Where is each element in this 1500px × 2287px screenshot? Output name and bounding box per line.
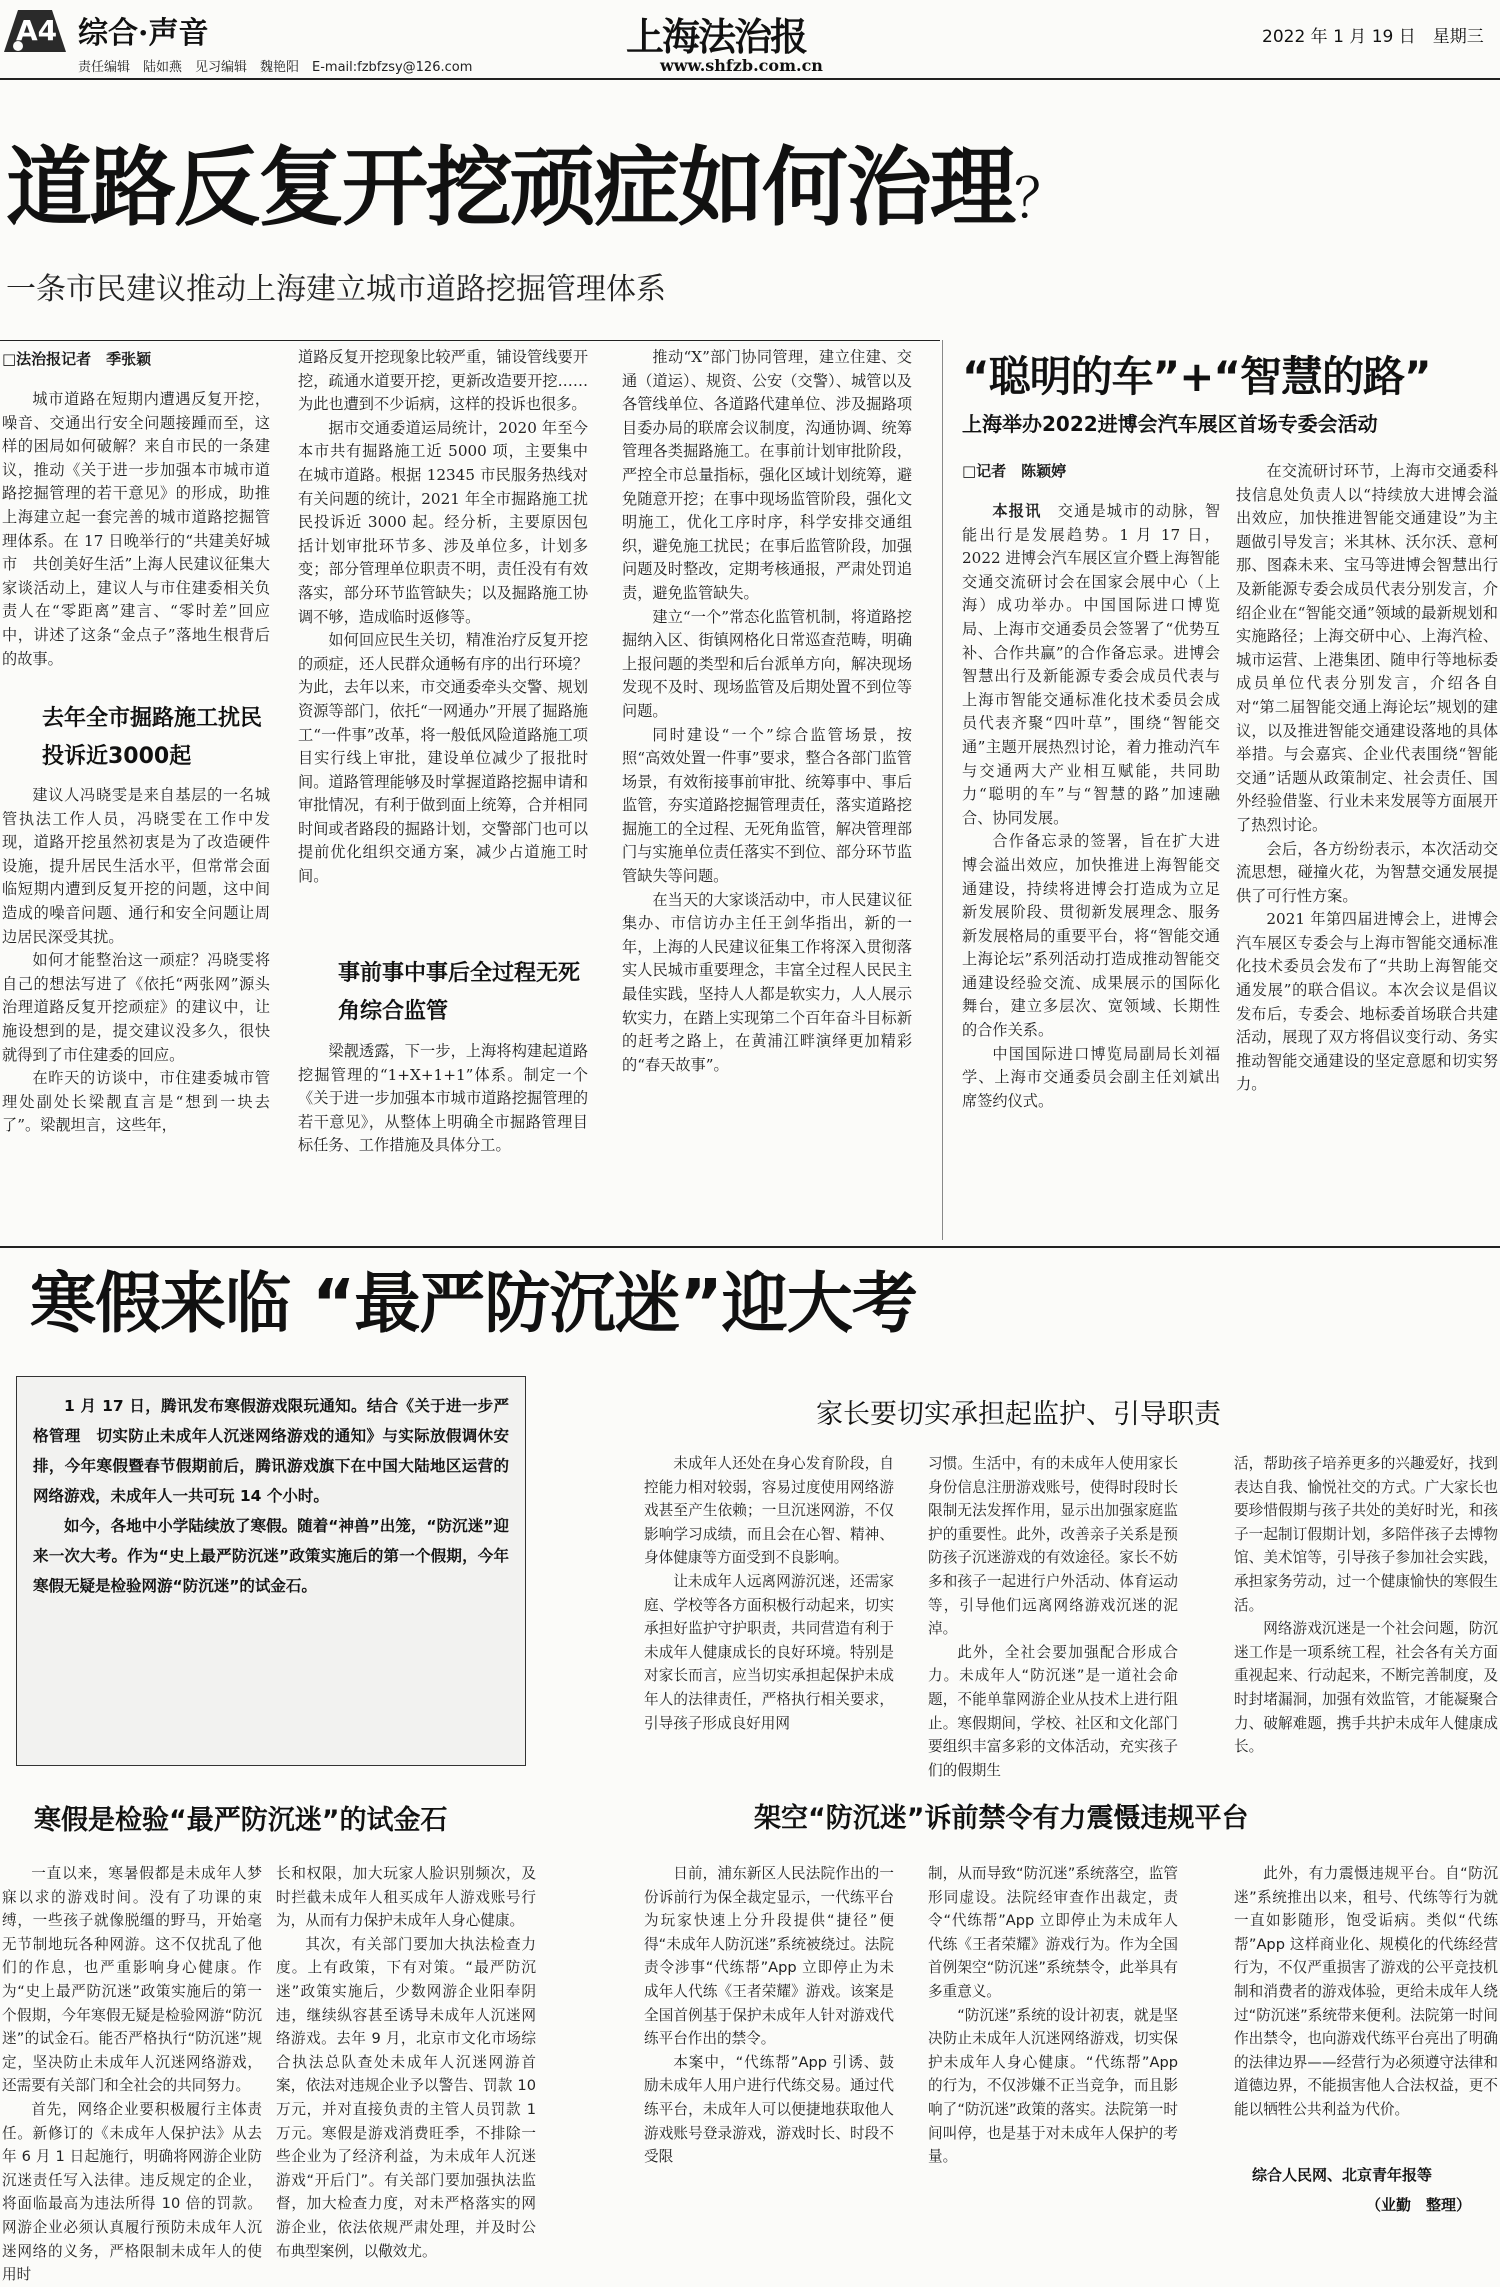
article2-col1	[962, 500, 1220, 1240]
article1-headline	[6, 118, 1068, 242]
article3-s1-col2-p2: 其次，有关部门要加大执法检查力度。上有政策，下有对策。“最严防沉迷”政策实施后，少数网游企业阳奉阴违，继续纵容甚至诱导未成年人沉迷网络游戏。去年 9 月，北京市文化市场综合执法总队查处未成年人沉迷网游首案，依法对违规企业予以警告、罚款 10 万元，并对直接负责的主管人员罚款 1 万元。寒假是游戏消费旺季，不排除一些企业为了经济利益，为未成年人沉迷游戏“开后门”。有关部门要加强执法监督，加大检查力度，对未严格落实的网游企业，依法依规严肃处理，并及时公布典型案例，以儆效尤。	[276, 1935, 536, 2260]
article3-s3-col2	[928, 1862, 1178, 2227]
article1-col1	[2, 388, 270, 728]
article3-s2-col2	[928, 1452, 1178, 1784]
article1-col2-p1: 道路反复开挖现象比较严重，铺设管线要开挖，疏通水道要开挖，更新改造要开挖……为此也遭到不少诟病，这样的投诉也很多。	[298, 348, 588, 414]
article3-lead-box	[16, 1376, 526, 1766]
paper-name: 上海法治报	[626, 14, 807, 59]
article2-col1-text: 交通是城市的动脉，智能出行是发展趋势。1 月 17 日，2022 进博会汽车展区宣介暨上海智能交通交流研讨会在国家会展中心（上海）成功举办。中国国际进口博览局、上海市交通委员会签署了“优势互补、合作共赢”的合作备忘录。进博会智慧出行及新能源专委会成员代表与上海市智能交通标准化技术委员会成员代表齐聚“四叶草”，围绕“智能交通”主题开展热烈讨论，着力推动汽车与交通两大产业相互赋能，共同助力“聪明的车”与“智慧的路”加速融合、协同发展。	[962, 502, 1221, 827]
article2-col1-p1	[962, 500, 1220, 830]
article3-subtitle1: 寒假是检验“最严防沉迷”的试金石	[34, 1805, 448, 1836]
article1-col3-p2: 建立“一个”常态化监管机制，将道路挖掘纳入区、街镇网格化日常巡查范畴，明确上报问题的类型和后台派单方向，解决现场发现不及时、现场监管及后期处置不到位等问题。	[622, 607, 912, 720]
article1-col3-p3: 同时建设“一个”综合监管场景，按照“高效处置一件事”要求，整合各部门监管场景，有效衔接事前审批、统筹事中、事后监管，夯实道路挖掘管理责任，落实道路挖掘施工的全过程、无死角监管，解决管理部门与实施单位责任落实不到位、部分环节监管缺失等问题。	[622, 725, 912, 886]
article1-col1-p1: 城市道路在短期内遭遇反复开挖，噪音、交通出行安全问题接踵而至，这样的困局如何破解？来自市民的一条建议，推动《关于进一步加强本市城市道路挖掘管理的若干意见》的形成，助推上海建立起一套完善的城市道路挖掘管理体系。在 17 日晚举行的“共建美好城市 共创美好生活”上海人民建议征集大家谈活动上，建议人与市住建委相关负责人在“零距离”建言、“零时差”回应中，讲述了这条“金点子”落地生根背后的故事。	[2, 390, 270, 668]
article2-col2-p1: 在交流研讨环节，上海市交通委科技信息处负责人以“持续放大进博会溢出效应，加快推进智能交通建设”为主题做引导发言；米其林、沃尔沃、意柯那、图森未来、宝马等进博会智慧出行及新能源专委会成员代表分别发言，介绍企业在“智能交通”领域的最新规划和实施路径；上海交研中心、上海汽检、城市运营、上港集团、随申行等地标委成员单位代表分别发言，介绍各自对“第二届智能交通上海论坛”规划的建议，以及推进智能交通建设落地的具体举措。与会嘉宾、企业代表围绕“智能交通”话题从政策制定、社会责任、国外经验借鉴、行业未来发展等方面展开了热烈讨论。	[1236, 462, 1498, 834]
article3-subtitle3: 架空“防沉迷”诉前禁令有力震慑违规平台	[754, 1803, 1249, 1834]
article2-divider	[942, 340, 943, 1240]
article1-subhead: 一条市民建议推动上海建立城市道路挖掘管理体系	[6, 272, 666, 307]
article1-col2-cont	[298, 1040, 588, 1236]
article1-subtitle2: 事前事中事后全过程无死角综合监管	[338, 961, 581, 1024]
article3-s3-col2-p1: 制，从而导致“防沉迷”系统落空，监管形同虚设。法院经审查作出裁定，责令“代练帮”App 立即停止为未成年人代练《王者荣耀》游戏行为。作为全国首例架空“防沉迷”系统禁令，此举具有多重意义。	[928, 1865, 1178, 2000]
article3-s2-col2-p2: 此外，全社会要加强配合形成合力。未成年人“防沉迷”是一道社会命题，不能单靠网游企业从技术上进行阻止。寒假期间，学校、社区和文化部门要组织丰富多彩的文体活动，充实孩子们的假期生	[928, 1643, 1178, 1779]
article3-subtitle2: 家长要切实承担起监护、引导职责	[816, 1399, 1221, 1430]
page-badge	[0, 6, 72, 54]
article3-editor-note: （业勤 整理）	[1366, 2196, 1472, 2214]
article3-lead-p1: 1 月 17 日，腾讯发布寒假游戏限玩通知。结合《关于进一步严格管理 切实防止未成年人沉迷网络游戏的通知》与实际放假调休安排，今年寒假暨春节假期前后，腾讯游戏旗下在中国大陆地区运营的网络游戏，未成年人一共可玩 14 个小时。	[33, 1397, 509, 1505]
masthead-rule	[0, 78, 1500, 80]
issue-date: 2022 年 1 月 19 日 星期三	[1262, 27, 1484, 47]
article1-col2	[298, 346, 588, 944]
article2-byline: □记者 陈颖婷	[962, 462, 1067, 480]
article1-question-mark: ？	[1014, 167, 1068, 230]
article3-s3-col3-p1: 此外，有力震慑违规平台。自“防沉迷”系统推出以来，租号、代练等行为就一直如影随形，饱受诟病。类似“代练帮”App 这样商业化、规模化的代练经营行为，不仅严重损害了游戏的公平竞技机制和消费者的游戏体验，更给未成年人绕过“防沉迷”系统带来便利。法院第一时间作出禁令，也向游戏代练平台亮出了明确的法律边界——经营行为必须遵守法律和道德边界，不能损害他人合法权益，更不能以牺牲公共利益为代价。	[1234, 1865, 1498, 2118]
article3-s3-col1	[644, 1862, 894, 2227]
article3-sources: 综合人民网、北京青年报等	[1252, 2166, 1433, 2184]
article3-s1-col2	[276, 1862, 536, 2260]
article3-s3-col3	[1234, 1862, 1498, 2156]
article1-col1-p4: 在昨天的访谈中，市住建委城市管理处副处长梁靓直言是“想到一块去了”。梁靓坦言，这些年，	[2, 1069, 270, 1135]
article1-byline: □法治报记者 季张颖	[2, 350, 152, 368]
article1-col3-p1: 推动“X”部门协同管理，建立住建、交通（道运）、规资、公安（交警）、城管以及各管线单位、各道路代建单位、涉及掘路项目委办局的联席会议制度，沟通协调、统筹管理各类掘路施工。在事前计划审批阶段，严控全市总量指标，强化区域计划统筹，避免随意开挖；在事中现场监管阶段，强化文明施工，优化工序时序，科学安排交通组织，避免施工扰民；在事后监管阶段，加强问题及时整改，定期考核通报，严肃处罚追责，避免监管缺失。	[622, 348, 912, 602]
article1-col2-p4: 梁靓透露，下一步，上海将构建起道路挖掘管理的“1+X+1+1”体系。制定一个《关于进一步加强本市城市道路挖掘管理的若干意见》，从整体上明确全市掘路管理目标任务、工作措施及具体分工。	[298, 1042, 588, 1155]
section-title: 综合·声音	[78, 16, 209, 51]
website: www.shfzb.com.cn	[660, 56, 823, 75]
article2-col1-p3: 中国国际进口博览局副局长刘福学、上海市交通委员会副主任刘斌出席签约仪式。	[962, 1044, 1220, 1110]
article2-lead-label: 本报讯	[992, 502, 1042, 520]
article3-s1-col1-p2: 首先，网络企业要积极履行主体责任。新修订的《未成年人保护法》从去年 6 月 1 日起施行，明确将网游企业防沉迷责任写入法律。违反规定的企业，将面临最高为违法所得 10 倍的罚款。网游企业必须认真履行预防未成年人沉迷网络的义务，严格限制未成年人的使用时	[2, 2100, 262, 2284]
article3-s1-col2-p1: 长和权限，加大玩家人脸识别频次，及时拦截未成年人租买成年人游戏账号行为，从而有力保护未成年人身心健康。	[276, 1865, 536, 1930]
article3-top-rule	[0, 1246, 1500, 1248]
article3-lead-p2: 如今，各地中小学陆续放了寒假。随着“神兽”出笼，“防沉迷”迎来一次大考。作为“史上最严防沉迷”政策实施后的第一个假期，今年寒假无疑是检验网游“防沉迷”的试金石。	[33, 1517, 509, 1595]
article2-headline: “聪明的车”+“智慧的路”	[962, 352, 1431, 401]
page-number: A4	[16, 14, 58, 47]
article1-headline-text: 道路反复开挖顽症如何治理	[6, 138, 1014, 238]
article3-s3-col2-p2: “防沉迷”系统的设计初衷，就是坚决防止未成年人沉迷网络游戏，切实保护未成年人身心健康。“代练帮”App 的行为，不仅涉嫌不正当竞争，而且影响了“防沉迷”政策的落实。法院第一时间叫停，也是基于对未成年人保护的考量。	[928, 2006, 1178, 2166]
article3-s2-col3	[1234, 1452, 1498, 1784]
article2-col2-p2: 会后，各方纷纷表示，本次活动交流思想，碰撞火花，为智慧交通发展提供了可行性方案。	[1236, 839, 1498, 905]
article2-col2	[1236, 460, 1498, 1240]
article2-col1-p2: 合作备忘录的签署，旨在扩大进博会溢出效应，加快推进上海智能交通建设，持续将进博会打造成为立足新发展阶段、贯彻新发展理念、服务新发展格局的重要平台，将“智能交通上海论坛”系列活动打造成推动智能交通建设经验交流、成果展示的国际化舞台，建立多层次、宽领域、长期性的合作关系。	[962, 832, 1220, 1040]
article3-s2-col1	[644, 1452, 894, 1784]
article3-s2-col1-p1: 未成年人还处在身心发育阶段，自控能力相对较弱，容易过度使用网络游戏甚至产生依赖；一旦沉迷网游，不仅影响学习成绩，而且会在心智、精神、身体健康等方面受到不良影响。	[644, 1455, 894, 1567]
article1-col1-p2: 建议人冯晓雯是来自基层的一名城管执法工作人员，冯晓雯在工作中发现，道路开挖虽然初衷是为了改造硬件设施，提升居民生活水平，但常常会面临短期内遭到反复开挖的问题，这中间造成的噪音问题、通行和安全问题让周边居民深受其扰。	[2, 786, 270, 946]
article1-col2-p2: 据市交通委道运局统计，2020 年至今本市共有掘路施工近 5000 项，主要集中在城市道路。根据 12345 市民服务热线对有关问题的统计，2021 年全市掘路施工扰民投诉近 3000 起。经分析，主要原因包括计划审批环节多、涉及单位多，计划多变；部分管理单位职责不明，责任没有有效落实，部分环节监管缺失；以及掘路施工协调不够，造成临时返修等。	[298, 418, 588, 626]
article3-s2-col1-p2: 让未成年人远离网游沉迷，还需家庭、学校等各方面积极行动起来，切实承担好监护守护职责，共同营造有利于未成年人健康成长的良好环境。特别是对家长而言，应当切实承担起保护未成年人的法律责任，严格执行相关要求，引导孩子形成良好用网	[644, 1572, 894, 1732]
article3-s3-col1-p2: 本案中，“代练帮”App 引诱、鼓励未成年人用户进行代练交易。通过代练平台，未成年人可以便捷地获取他人游戏账号登录游戏，游戏时长、时段不受限	[644, 2053, 894, 2166]
editors-line: 责任编辑 陆如燕 见习编辑 魏艳阳 E-mail:fzbfzsy@126.com	[78, 60, 473, 75]
article3-s1-col1	[2, 1862, 262, 2284]
article2-subhead: 上海举办2022进博会汽车展区首场专委会活动	[962, 412, 1378, 436]
article3-s3-col1-p1: 日前，浦东新区人民法院作出的一份诉前行为保全裁定显示，一代练平台为玩家快速上分升段提供“捷径”便得“未成年人防沉迷”系统被绕过。法院责令涉事“代练帮”App 立即停止为未成年人代练《王者荣耀》游戏。该案是全国首例基于保护未成年人针对游戏代练平台作出的禁令。	[644, 1865, 894, 2048]
article3-headline: 寒假来临 “最严防沉迷”迎大考	[30, 1265, 917, 1342]
article1-top-rule	[0, 340, 940, 341]
article1-col1-cont	[2, 784, 270, 1234]
article1-col3	[622, 346, 912, 1236]
article1-col2-p3: 如何回应民生关切，精准治疗反复开挖的顽症，还人民群众通畅有序的出行环境？为此，去年以来，市交通委牵头交警、规划资源等部门，依托“一网通办”开展了掘路施工“一件事”改革，将一般低风险道路施工项目实行线上审批，建设单位减少了报批时间。道路管理能够及时掌握道路挖掘申请和审批情况，有利于做到面上统筹，合并相同时间或者路段的掘路计划，交警部门也可以提前优化组织交通方案，减少占道施工时间。	[298, 631, 588, 886]
article3-s2-col2-p1: 习惯。生活中，有的未成年人使用家长身份信息注册游戏账号，使得时段时长限制无法发挥作用，显示出加强家庭监护的重要性。此外，改善亲子关系是预防孩子沉迷游戏的有效途径。家长不妨多和孩子一起进行户外活动、体育运动等，引导他们远离网络游戏沉迷的泥淖。	[928, 1455, 1178, 1638]
article1-subtitle1: 去年全市掘路施工扰民投诉近3000起	[42, 706, 263, 769]
article1-col3-p4: 在当天的大家谈活动中，市人民建议征集办、市信访办主任王剑华指出，新的一年，上海的人民建议征集工作将深入贯彻落实人民城市重要理念，丰富全过程人民民主最佳实践，坚持人人都是软实力，人人展示软实力，在踏上实现第二个百年奋斗目标新的赶考之路上，在黄浦江畔演绎更加精彩的“春天故事”。	[622, 890, 912, 1074]
article3-s2-col3-p2: 网络游戏沉迷是一个社会问题，防沉迷工作是一项系统工程，社会各有关方面重视起来、行动起来，不断完善制度，及时封堵漏洞，加强有效监管，才能凝聚合力、破解难题，携手共护未成年人健康成长。	[1234, 1620, 1498, 1756]
article2-col2-p3: 2021 年第四届进博会上，进博会汽车展区专委会与上海市智能交通标准化技术委员会发布了“共助上海智能交通发展”的联合倡议。本次会议是倡议发布后，专委会、地标委首场联合共建活动，展现了双方将倡议变行动、务实推动智能交通建设的坚定意愿和切实努力。	[1236, 910, 1498, 1094]
article3-s2-col3-p1: 活，帮助孩子培养更多的兴趣爱好，找到表达自我、愉悦社交的方式。广大家长也要珍惜假期与孩子共处的美好时光，和孩子一起制订假期计划，多陪伴孩子去博物馆、美术馆等，引导孩子参加社会实践，承担家务劳动，过一个健康愉快的寒假生活。	[1234, 1455, 1498, 1614]
article1-col1-p3: 如何才能整治这一顽症？冯晓雯将自己的想法写进了《依托“两张网”源头治理道路反复开挖顽症》的建议中，让施设想到的是，提交建议没多久，很快就得到了市住建委的回应。	[2, 951, 270, 1064]
article3-s1-col1-p1: 一直以来，寒暑假都是未成年人梦寐以求的游戏时间。没有了功课的束缚，一些孩子就像脱缰的野马，开始毫无节制地玩各种网游。这不仅扰乱了他们的作息，也严重影响身心健康。作为“史上最严防沉迷”政策实施后的第一个假期，今年寒假无疑是检验网游“防沉迷”的试金石。能否严格执行“防沉迷”规定，坚决防止未成年人沉迷网络游戏，还需要有关部门和全社会的共同努力。	[2, 1865, 262, 2095]
